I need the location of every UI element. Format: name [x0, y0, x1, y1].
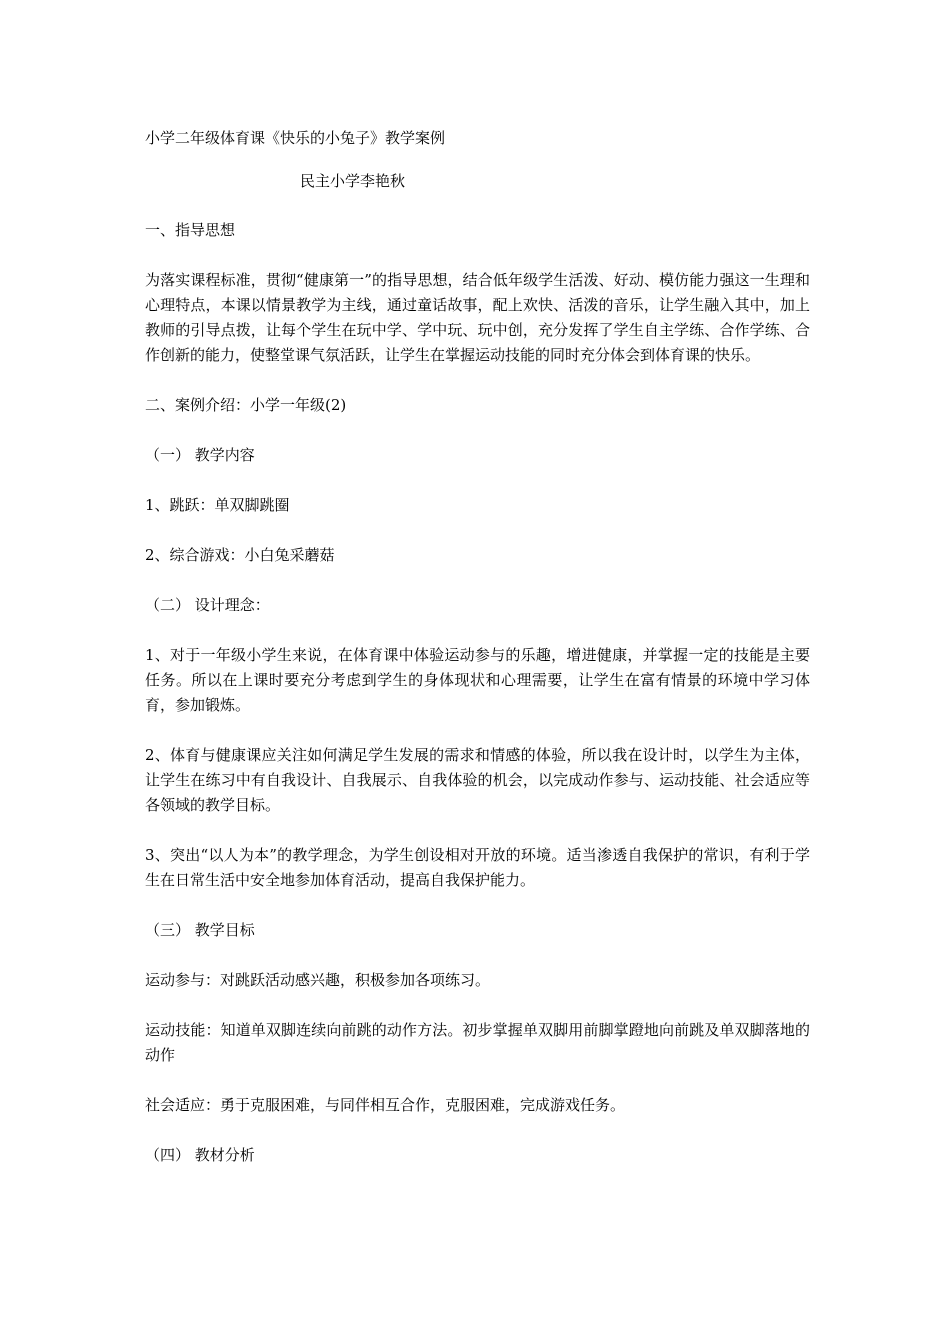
paragraph-design-concept-3: 3、突出“以人为本”的教学理念，为学生创设相对开放的环境。适当渗透自我保护的常识，有利于学生在日常生活中安全地参加体育活动，提高自我保护能力。: [145, 846, 810, 889]
list-item-jumping: 1、跳跃：单双脚跳圈: [145, 496, 290, 514]
section-heading-guiding-ideology: 一、指导思想: [145, 221, 236, 239]
paragraph-goal-social: 社会适应：勇于克服困难，与同伴相互合作，克服困难，完成游戏任务。: [145, 1096, 626, 1114]
subheading-teaching-content: （一） 教学内容: [145, 446, 255, 464]
section-heading-case-intro: 二、案例介绍：小学一年级(2): [145, 396, 347, 414]
subheading-design-concept: （二） 设计理念：: [145, 596, 270, 614]
list-item-game: 2、综合游戏：小白兔采蘑菇: [145, 546, 335, 564]
document-page: [145, 126, 810, 1193]
paragraph-goal-skills: 运动技能：知道单双脚连续向前跳的动作方法。初步掌握单双脚用前脚掌蹬地向前跳及单双脚落地的动作: [145, 1021, 810, 1064]
document-title: 小学二年级体育课《快乐的小兔子》教学案例: [145, 129, 446, 147]
subheading-material-analysis: （四） 教材分析: [145, 1146, 255, 1164]
paragraph-guiding-ideology: 为落实课程标准，贯彻“健康第一”的指导思想，结合低年级学生活泼、好动、模仿能力强这一生理和心理特点，本课以情景教学为主线，通过童话故事，配上欢快、活泼的音乐，让学生融入其中，加上教师的引导点拨，让每个学生在玩中学、学中玩、玩中创，充分发挥了学生自主学练、合作学练、合作创新的能力，使整堂课气氛活跃，让学生在掌握运动技能的同时充分体会到体育课的快乐。: [145, 271, 810, 364]
paragraph-design-concept-2: 2、体育与健康课应关注如何满足学生发展的需求和情感的体验，所以我在设计时，以学生为主体，让学生在练习中有自我设计、自我展示、自我体验的机会，以完成动作参与、运动技能、社会适应等各领域的教学目标。: [145, 746, 810, 814]
paragraph-goal-participation: 运动参与：对跳跃活动感兴趣，积极参加各项练习。: [145, 971, 491, 989]
paragraph-design-concept-1: 1、对于一年级小学生来说，在体育课中体验运动参与的乐趣，增进健康，并掌握一定的技能是主要任务。所以在上课时要充分考虑到学生的身体现状和心理需要，让学生在富有情景的环境中学习体育，参加锻炼。: [145, 646, 810, 714]
subheading-teaching-goals: （三） 教学目标: [145, 921, 255, 939]
document-author: 民主小学李艳秋: [300, 172, 406, 190]
